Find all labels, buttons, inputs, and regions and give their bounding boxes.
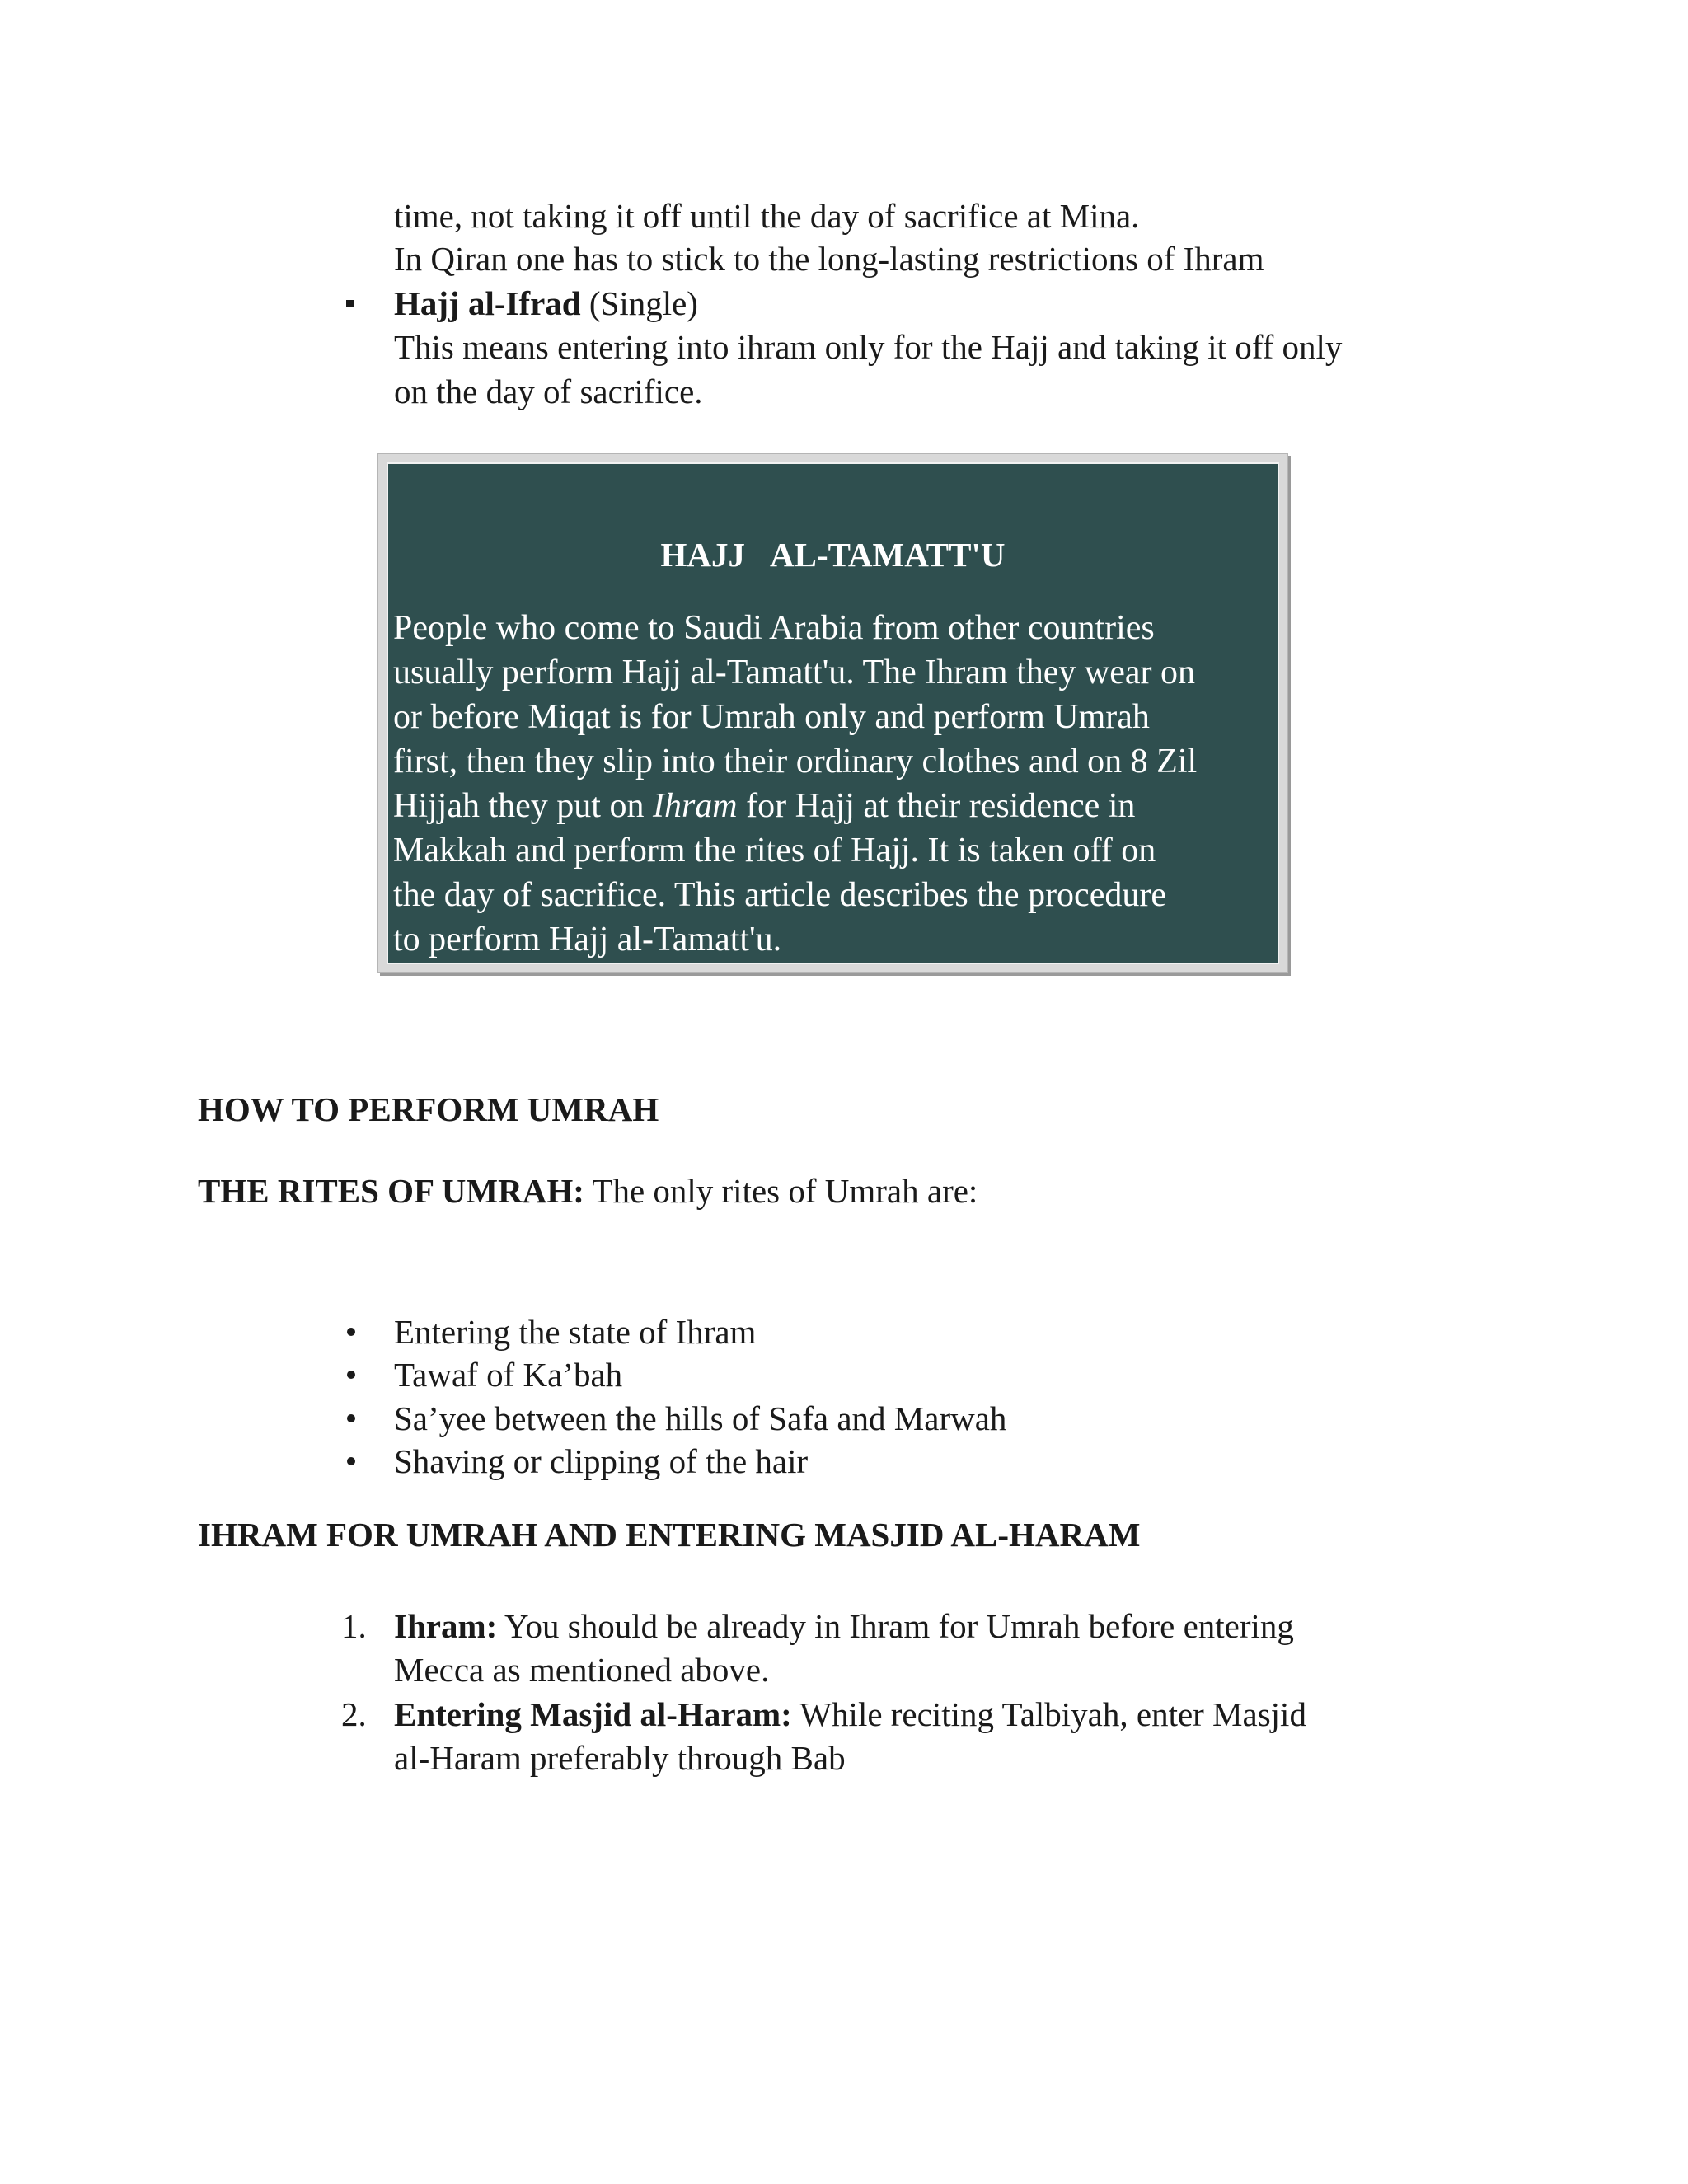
bullet-dot-icon: [347, 1457, 355, 1465]
callout-line-5-end: for Hajj at their residence in: [737, 787, 1136, 825]
rite-item: Entering the state of Ihram: [394, 1313, 757, 1351]
rites-label: THE RITES OF UMRAH:: [198, 1172, 584, 1210]
ifrad-subtitle: (Single): [580, 284, 698, 322]
callout-title: HAJJ AL-TAMATT'U: [660, 536, 1006, 574]
square-bullet-icon: [346, 300, 354, 307]
ihram-item-line-2: Mecca as mentioned above.: [394, 1651, 770, 1689]
bullet-dot-icon: [347, 1414, 355, 1422]
bullet-dot-icon: [347, 1371, 355, 1379]
callout-line-7: the day of sacrifice. This article describes the procedure: [393, 876, 1166, 914]
rite-item: Sa’yee between the hills of Safa and Marwah: [394, 1399, 1007, 1437]
entering-item-line-1: [394, 1693, 1306, 1736]
umrah-heading: HOW TO PERFORM UMRAH: [198, 1090, 659, 1128]
bullet-dot-icon: [347, 1328, 355, 1336]
ihram-item-label: Ihram:: [394, 1607, 498, 1645]
callout-line-5: [393, 784, 1135, 828]
entering-item-line-2: al-Haram preferably through Bab: [394, 1739, 846, 1777]
ifrad-line-1: This means entering into ihram only for the Hajj and taking it off only: [394, 328, 1343, 366]
ifrad-heading: [394, 282, 698, 325]
rites-text: The only rites of Umrah are:: [584, 1172, 978, 1210]
ihram-section-heading: IHRAM FOR UMRAH AND ENTERING MASJID AL-HARAM: [198, 1516, 1141, 1554]
tamattu-callout-box: [377, 453, 1288, 973]
ihram-item-text: You should be already in Ihram for Umrah before entering: [497, 1607, 1294, 1645]
tamattu-callout-panel: [387, 462, 1279, 964]
callout-line-3: or before Miqat is for Umrah only and perform Umrah: [393, 698, 1150, 736]
entering-item-label: Entering Masjid al-Haram:: [394, 1695, 792, 1733]
qiran-continuation-line-1: time, not taking it off until the day of sacrifice at Mina.: [394, 197, 1140, 235]
qiran-continuation-line-2: In Qiran one has to stick to the long-lasting restrictions of Ihram: [394, 240, 1264, 278]
callout-line-6: Makkah and perform the rites of Hajj. It is taken off on: [393, 832, 1156, 869]
rite-item: Shaving or clipping of the hair: [394, 1442, 809, 1480]
entering-item-text: While reciting Talbiyah, enter Masjid: [791, 1695, 1306, 1733]
rite-item: Tawaf of Ka’bah: [394, 1356, 623, 1394]
callout-line-5-italic: Ihram: [652, 787, 738, 825]
callout-line-4: first, then they slip into their ordinary clothes and on 8 Zil: [393, 743, 1198, 780]
callout-line-2: usually perform Hajj al-Tamatt'u. The Ihram they wear on: [393, 654, 1196, 691]
item-number: 1.: [341, 1607, 367, 1645]
callout-line-5-start: Hijjah they put on: [393, 787, 653, 825]
ihram-item-line-1: [394, 1605, 1294, 1647]
ifrad-line-2: on the day of sacrifice.: [394, 373, 703, 410]
callout-line-1: People who come to Saudi Arabia from other countries: [393, 609, 1155, 647]
ifrad-title: Hajj al-Ifrad: [394, 284, 581, 322]
item-number: 2.: [341, 1695, 367, 1733]
rites-intro: [198, 1169, 978, 1212]
callout-line-8: to perform Hajj al-Tamatt'u.: [393, 921, 782, 958]
